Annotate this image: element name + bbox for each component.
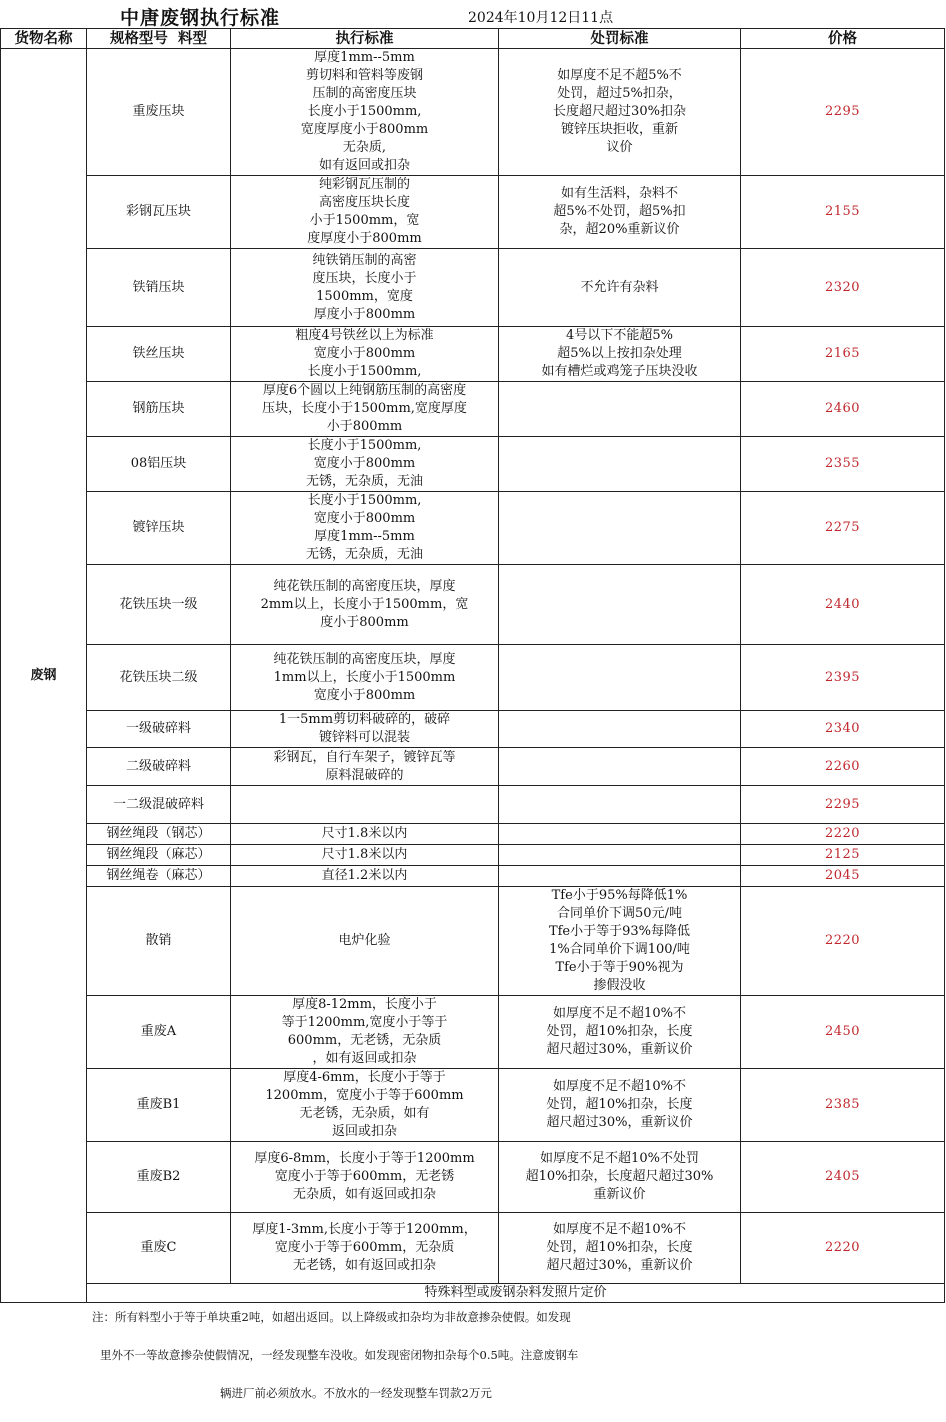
standard-cell: 直径1.2米以内	[231, 866, 499, 887]
standard-cell: 厚度4-6mm，长度小于等于 1200mm，宽度小于等于600mm 无老锈，无杂质，如有 返回或扣杂	[231, 1069, 499, 1142]
price-cell: 2220	[741, 1213, 945, 1284]
standard-cell: 厚度6-8mm，长度小于等于1200mm 宽度小于等于600mm，无老锈 无杂质，如有返回或扣杂	[231, 1142, 499, 1213]
price-cell: 2450	[741, 996, 945, 1069]
material-name-cell: 钢丝绳段（钢芯）	[87, 824, 231, 845]
standard-cell	[231, 786, 499, 824]
table-row	[1, 176, 945, 249]
col-goods-header: 货物名称	[1, 29, 87, 49]
penalty-cell: Tfe小于95%每降低1% 合同单价下调50元/吨 Tfe小于等于93%每降低 1%合同单价下调100/吨 Tfe小于等于90%视为 掺假没收	[499, 887, 741, 996]
price-cell: 2405	[741, 1142, 945, 1213]
standard-cell: 厚度1mm--5mm 剪切料和管料等废钢 压制的高密度压块 长度小于1500mm, 宽度厚度小于800mm 无杂质, 如有返回或扣杂	[231, 49, 499, 176]
standard-cell: 粗度4号铁丝以上为标准 宽度小于800mm 长度小于1500mm,	[231, 327, 499, 382]
report-date: 2024年10月12日11点	[468, 10, 614, 26]
penalty-cell: 如厚度不足不超10%不处罚 超10%扣杂，长度超尺超过30% 重新议价	[499, 1142, 741, 1213]
col-spec-header: 规格型号	[109, 29, 168, 47]
penalty-cell: 如厚度不足不超5%不 处罚，超过5%扣杂， 长度超尺超过30%扣杂 镀锌压块拒收，重新 议价	[499, 49, 741, 176]
table-row	[1, 249, 945, 327]
material-name-cell: 一二级混破碎料	[87, 786, 231, 824]
table-row	[1, 996, 945, 1069]
table-row	[1, 748, 945, 786]
price-cell: 2220	[741, 824, 945, 845]
material-name-cell: 彩钢瓦压块	[87, 176, 231, 249]
material-name-cell: 钢筋压块	[87, 382, 231, 437]
price-cell: 2295	[741, 786, 945, 824]
table-row	[1, 711, 945, 748]
table-row	[1, 49, 945, 176]
material-name-cell: 重废C	[87, 1213, 231, 1284]
material-name-cell: 钢丝绳卷（麻芯）	[87, 866, 231, 887]
standard-cell: 厚度8-12mm，长度小于 等于1200mm,宽度小于等于 600mm，无老锈，无杂质 ，如有返回或扣杂	[231, 996, 499, 1069]
price-cell: 2395	[741, 645, 945, 711]
standard-cell: 电炉化验	[231, 887, 499, 996]
price-cell: 2340	[741, 711, 945, 748]
material-name-cell: 铁丝压块	[87, 327, 231, 382]
price-cell: 2125	[741, 845, 945, 866]
table-row	[1, 327, 945, 382]
penalty-cell	[499, 845, 741, 866]
penalty-cell: 如厚度不足不超10%不 处罚，超10%扣杂，长度 超尺超过30%，重新议价	[499, 996, 741, 1069]
standard-cell: 厚度6个圆以上纯钢筋压制的高密度 压块，长度小于1500mm,宽度厚度 小于800mm	[231, 382, 499, 437]
material-name-cell: 重废A	[87, 996, 231, 1069]
table-body	[1, 49, 945, 1303]
footnote-line: 里外不一等故意掺杂使假情况，一经发现整车没收。如发现密闭物扣杂每个0.5吨。注意废钢车	[100, 1348, 579, 1362]
penalty-cell: 4号以下不能超5% 超5%以上按扣杂处理 如有槽烂或鸡笼子压块没收	[499, 327, 741, 382]
price-cell: 2155	[741, 176, 945, 249]
table-header-row	[1, 29, 945, 49]
table-row	[1, 565, 945, 645]
price-cell: 2275	[741, 492, 945, 565]
price-cell: 2440	[741, 565, 945, 645]
standard-cell: 尺寸1.8米以内	[231, 824, 499, 845]
penalty-cell	[499, 711, 741, 748]
penalty-cell	[499, 565, 741, 645]
price-cell: 2260	[741, 748, 945, 786]
material-name-cell: 铁销压块	[87, 249, 231, 327]
category-cell: 废钢	[1, 49, 87, 1303]
standard-cell: 长度小于1500mm, 宽度小于800mm 厚度1mm--5mm 无锈，无杂质，无油	[231, 492, 499, 565]
special-pricing-note: 特殊料型或废钢杂料发照片定价	[87, 1284, 945, 1303]
standard-cell: 厚度1-3mm,长度小于等于1200mm， 宽度小于等于600mm，无杂质 无老锈，如有返回或扣杂	[231, 1213, 499, 1284]
table-row	[1, 437, 945, 492]
material-name-cell: 08铝压块	[87, 437, 231, 492]
table-row	[1, 887, 945, 996]
standard-cell: 纯花铁压制的高密度压块，厚度 1mm以上，长度小于1500mm 宽度小于800mm	[231, 645, 499, 711]
table-row	[1, 845, 945, 866]
penalty-cell	[499, 866, 741, 887]
table-row	[1, 1142, 945, 1213]
penalty-cell: 如有生活料，杂料不 超5%不处罚，超5%扣 杂，超20%重新议价	[499, 176, 741, 249]
penalty-cell: 不允许有杂料	[499, 249, 741, 327]
standard-cell: 长度小于1500mm, 宽度小于800mm 无锈，无杂质，无油	[231, 437, 499, 492]
standard-cell: 纯铁销压制的高密 度压块，长度小于 1500mm，宽度 厚度小于800mm	[231, 249, 499, 327]
material-name-cell: 重废压块	[87, 49, 231, 176]
material-name-cell: 重废B2	[87, 1142, 231, 1213]
col-standard-header: 执行标准	[231, 29, 499, 49]
material-name-cell: 重废B1	[87, 1069, 231, 1142]
price-cell: 2045	[741, 866, 945, 887]
material-name-cell: 花铁压块二级	[87, 645, 231, 711]
table-row	[1, 1069, 945, 1142]
penalty-cell	[499, 824, 741, 845]
penalty-cell	[499, 748, 741, 786]
material-name-cell: 二级破碎料	[87, 748, 231, 786]
footnote-line: 注：所有料型小于等于单块重2吨，如超出返回。以上降级或扣杂均为非故意掺杂使假。如发现	[92, 1310, 571, 1324]
price-cell: 2165	[741, 327, 945, 382]
table-row	[1, 824, 945, 845]
footnote-line: 辆进厂前必须放水。不放水的一经发现整车罚款2万元	[220, 1386, 492, 1400]
standard-cell: 1一5mm剪切料破碎的，破碎 镀锌料可以混装	[231, 711, 499, 748]
material-name-cell: 花铁压块一级	[87, 565, 231, 645]
table-row	[1, 492, 945, 565]
col-material-header: 料型	[178, 29, 208, 47]
penalty-cell	[499, 437, 741, 492]
price-cell: 2220	[741, 887, 945, 996]
standard-cell: 纯彩钢瓦压制的 高密度压块长度 小于1500mm，宽 度厚度小于800mm	[231, 176, 499, 249]
penalty-cell: 如厚度不足不超10%不 处罚，超10%扣杂，长度 超尺超过30%，重新议价	[499, 1069, 741, 1142]
price-cell: 2320	[741, 249, 945, 327]
table-row	[1, 645, 945, 711]
penalty-cell	[499, 786, 741, 824]
table-row	[1, 786, 945, 824]
standard-cell: 纯花铁压制的高密度压块，厚度 2mm以上，长度小于1500mm，宽 度小于800mm	[231, 565, 499, 645]
footnote	[0, 1289, 946, 1422]
penalty-cell	[499, 382, 741, 437]
price-standard-table	[0, 28, 945, 1303]
col-penalty-header: 处罚标准	[499, 29, 741, 49]
col-spec-material-header	[87, 29, 231, 49]
price-cell: 2385	[741, 1069, 945, 1142]
price-cell: 2355	[741, 437, 945, 492]
table-row	[1, 382, 945, 437]
standard-cell: 尺寸1.8米以内	[231, 845, 499, 866]
page-title: 中唐废钢执行标准	[120, 7, 281, 29]
price-cell: 2460	[741, 382, 945, 437]
standard-cell: 彩钢瓦，自行车架子，镀锌瓦等 原料混破碎的	[231, 748, 499, 786]
material-name-cell: 一级破碎料	[87, 711, 231, 748]
table-row	[1, 866, 945, 887]
material-name-cell: 镀锌压块	[87, 492, 231, 565]
price-cell: 2295	[741, 49, 945, 176]
material-name-cell: 散销	[87, 887, 231, 996]
penalty-cell	[499, 645, 741, 711]
col-price-header: 价格	[741, 29, 945, 49]
table-row	[1, 1213, 945, 1284]
material-name-cell: 钢丝绳段（麻芯）	[87, 845, 231, 866]
penalty-cell: 如厚度不足不超10%不 处罚，超10%扣杂，长度 超尺超过30%，重新议价	[499, 1213, 741, 1284]
penalty-cell	[499, 492, 741, 565]
